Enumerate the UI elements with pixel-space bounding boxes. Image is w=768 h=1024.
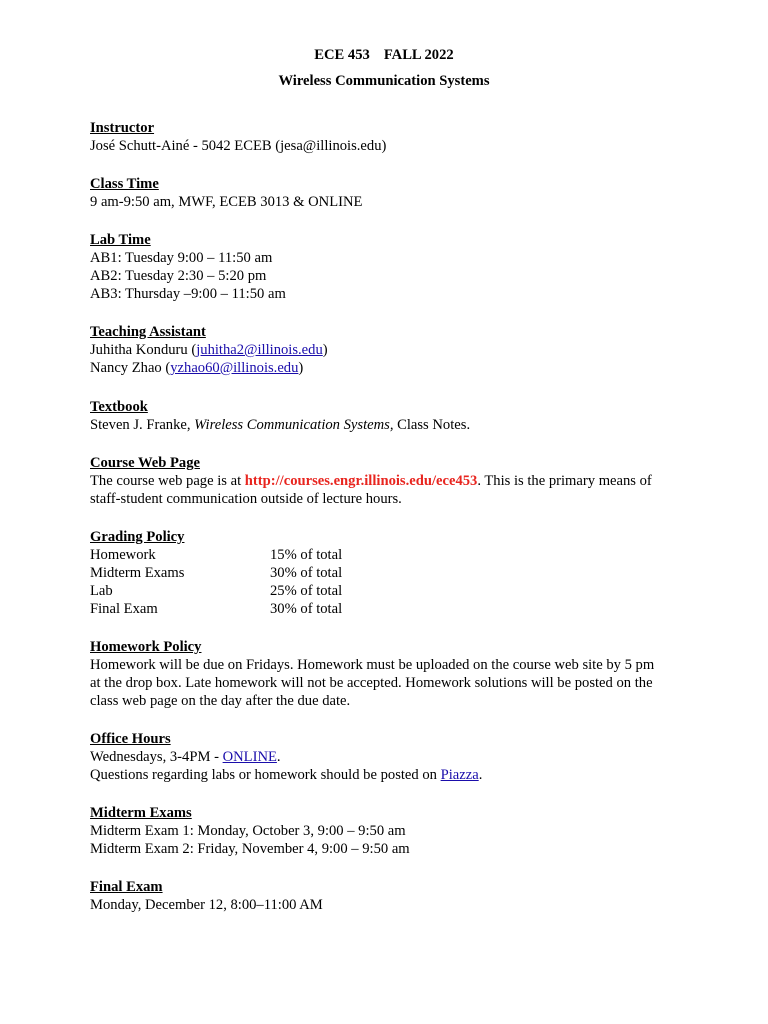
grading-weight: 30% of total [270, 565, 343, 581]
class-time-heading: Class Time [90, 176, 159, 192]
course-term: FALL 2022 [383, 47, 454, 63]
grading-weight: 15% of total [270, 547, 343, 563]
office-hours-text: . [478, 767, 483, 783]
course-web-page-heading: Course Web Page [90, 455, 200, 471]
midterm-exam-line: Midterm Exam 1: Monday, October 3, 9:00 – 9:50 am [90, 823, 406, 839]
textbook-rest: Class Notes. [393, 417, 471, 433]
textbook-line [90, 416, 690, 434]
final-exam-section [90, 878, 690, 914]
office-hours-text: Wednesdays, 3-4PM - [90, 749, 223, 765]
final-exam-heading: Final Exam [90, 879, 163, 895]
ta-email-link[interactable]: juhitha2@illinois.edu [196, 342, 323, 358]
course-heading [0, 46, 768, 64]
class-time-section [90, 175, 690, 211]
class-time-line: 9 am-9:50 am, MWF, ECEB 3013 & ONLINE [90, 194, 363, 210]
instructor-line: José Schutt-Ainé - 5042 ECEB (jesa@illinois.edu) [90, 138, 387, 154]
office-hours-text: . [276, 749, 281, 765]
course-web-page-text: The course web page is at [90, 473, 245, 489]
homework-policy-line: class web page on the day after the due date. [90, 693, 351, 709]
grading-weight: 25% of total [270, 583, 343, 599]
course-web-page-section [90, 454, 690, 508]
course-web-page-line [90, 472, 690, 490]
textbook-section [90, 398, 690, 434]
teaching-assistant-section [90, 323, 690, 377]
homework-policy-line: at the drop box. Late homework will not be accepted. Homework solutions will be posted on the [90, 675, 653, 691]
grading-row [90, 546, 690, 564]
lab-time-line: AB2: Tuesday 2:30 – 5:20 pm [90, 268, 267, 284]
textbook-title: Wireless Communication Systems, [194, 417, 394, 433]
final-exam-line: Monday, December 12, 8:00–11:00 AM [90, 897, 323, 913]
instructor-heading: Instructor [90, 120, 155, 136]
ta-line: Juhitha Konduru (juhitha2@illinois.edu) [90, 342, 328, 358]
piazza-link[interactable]: Piazza [440, 767, 479, 783]
homework-policy-section [90, 638, 690, 710]
ta-name: Juhitha Konduru [90, 342, 188, 358]
grading-policy-heading: Grading Policy [90, 529, 185, 545]
textbook-heading: Textbook [90, 399, 148, 415]
lab-time-line: AB1: Tuesday 9:00 – 11:50 am [90, 250, 273, 266]
midterm-exam-line: Midterm Exam 2: Friday, November 4, 9:00 – 9:50 am [90, 841, 410, 857]
textbook-author: Steven J. Franke, [90, 417, 195, 433]
grading-item: Final Exam [90, 601, 158, 617]
grading-item: Lab [90, 583, 113, 599]
office-hours-line2 [90, 766, 690, 784]
office-hours-section [90, 730, 690, 784]
teaching-assistant-heading: Teaching Assistant [90, 324, 206, 340]
homework-policy-heading: Homework Policy [90, 639, 202, 655]
grading-item: Homework [90, 547, 156, 563]
grading-row [90, 600, 690, 618]
instructor-section [90, 119, 690, 155]
homework-policy-line: Homework will be due on Fridays. Homework must be uploaded on the course web site by 5 pm [90, 657, 655, 673]
lab-time-section [90, 231, 690, 303]
grading-item: Midterm Exams [90, 565, 185, 581]
grading-row [90, 564, 690, 582]
grading-policy-section [90, 528, 690, 618]
lab-time-line: AB3: Thursday –9:00 – 11:50 am [90, 286, 286, 302]
grading-row [90, 582, 690, 600]
office-hours-text: Questions regarding labs or homework should be posted on [90, 767, 441, 783]
online-link[interactable]: ONLINE [222, 749, 277, 765]
grading-weight: 30% of total [270, 601, 343, 617]
midterm-exams-heading: Midterm Exams [90, 805, 192, 821]
office-hours-line [90, 748, 690, 766]
office-hours-heading: Office Hours [90, 731, 171, 747]
course-url[interactable]: http://courses.engr.illinois.edu/ece453 [244, 473, 478, 489]
course-web-page-line2: staff-student communication outside of lecture hours. [90, 491, 402, 507]
course-web-page-text: . This is the primary means of [477, 473, 652, 489]
ta-line: Nancy Zhao (yzhao60@illinois.edu) [90, 360, 304, 376]
ta-email-link[interactable]: yzhao60@illinois.edu [170, 360, 299, 376]
midterm-exams-section [90, 804, 690, 858]
course-subtitle: Wireless Communication Systems [278, 73, 490, 89]
course-code: ECE 453 [314, 47, 370, 63]
lab-time-heading: Lab Time [90, 232, 151, 248]
ta-name: Nancy Zhao [90, 360, 162, 376]
